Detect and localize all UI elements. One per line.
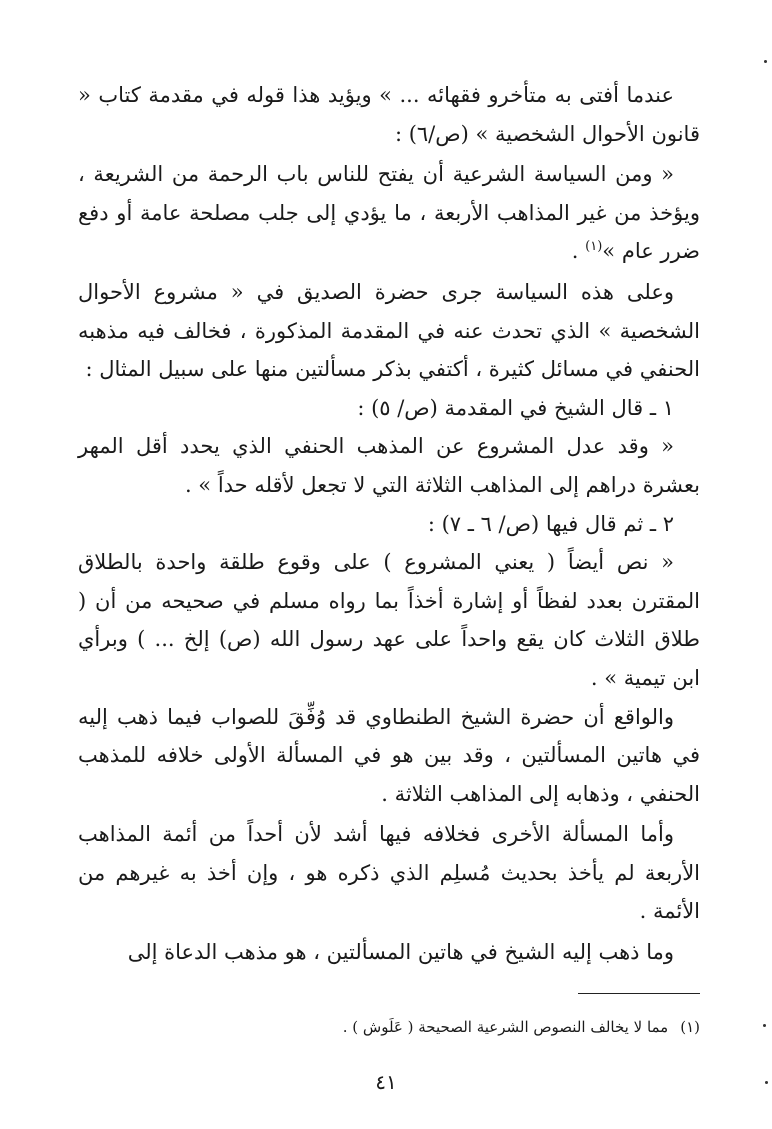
- paragraph: « نص أيضاً ( يعني المشروع ) على وقوع طلقة واحدة بالطلاق المقترن بعدد لفظاً أو إشارة أخذاً بما رواه مسلم في صحيحه من أن ( طلاق الثلاث كان يقع واحداً على عهد رسول الله (ص) إلخ ... ) وبرأي ابن تيمية » .: [78, 550, 700, 690]
- paragraph: وما ذهب إليه الشيخ في هاتين المسألتين ، هو مذهب الدعاة إلى: [127, 940, 674, 965]
- footnote-reference[interactable]: (١): [585, 239, 603, 255]
- list-item: ٢ ـ ثم قال فيها (ص/ ٦ ـ ٧) :: [427, 511, 674, 536]
- paragraph: وأما المسألة الأخرى فخلافه فيها أشد لأن أحداً من أئمة المذاهب الأربعة لم يأخذ بحديث مُسلِم الذي ذكره هو ، وإن أخذ به غيرهم من الأئمة .: [78, 822, 700, 924]
- footnote-divider: [578, 993, 700, 994]
- paragraph: « وقد عدل المشروع عن المذهب الحنفي الذي يحدد أقل المهر بعشرة دراهم إلى المذاهب الثلاثة التي لا تجعل لأقله حداً » .: [78, 434, 700, 497]
- quoted-text: « ومن السياسة الشرعية أن يفتح للناس باب الرحمة من الشريعة ، ويؤخذ من غير المذاهب الأربعة ، ما يؤدي إلى جلب مصلحة عامة أو دفع ضرر عام »: [78, 162, 700, 264]
- scan-speck: [764, 60, 767, 63]
- footnote-text: مما لا يخالف النصوص الشرعية الصحيحة ( عَلَوش ) .: [342, 1018, 669, 1036]
- paragraph: والواقع أن حضرة الشيخ الطنطاوي قد وُفِّقَ للصواب فيما ذهب إليه في هاتين المسألتين ، وقد بين هو في المسألة الأولى خلافه للمذهب الحنفي ، وذهابه إلى المذاهب الثلاثة .: [78, 704, 700, 806]
- paragraph: وعلى هذه السياسة جرى حضرة الصديق في « مشروع الأحوال الشخصية » الذي تحدث عنه في المقدمة المذكورة ، فخالف فيه مذهبه الحنفي في مسائل كثيرة ، أكتفي بذكر مسألتين منها على سبيل المثال :: [78, 279, 700, 382]
- footnote: [78, 1016, 700, 1038]
- scan-speck: [765, 1081, 768, 1084]
- scan-speck: [763, 1024, 766, 1027]
- list-item: ١ ـ قال الشيخ في المقدمة (ص/ ٥) :: [357, 395, 674, 420]
- paragraph-end: .: [571, 239, 586, 264]
- paragraph: عندما أفتى به متأخرو فقهائه ... » ويؤيد هذا قوله في مقدمة كتاب « قانون الأحوال الشخصية » (ص/٦) :: [78, 83, 700, 146]
- page-number: ٤١: [375, 1070, 397, 1094]
- body-text: [78, 76, 700, 972]
- paragraph: [78, 155, 700, 271]
- footnote-number: (١): [680, 1018, 700, 1036]
